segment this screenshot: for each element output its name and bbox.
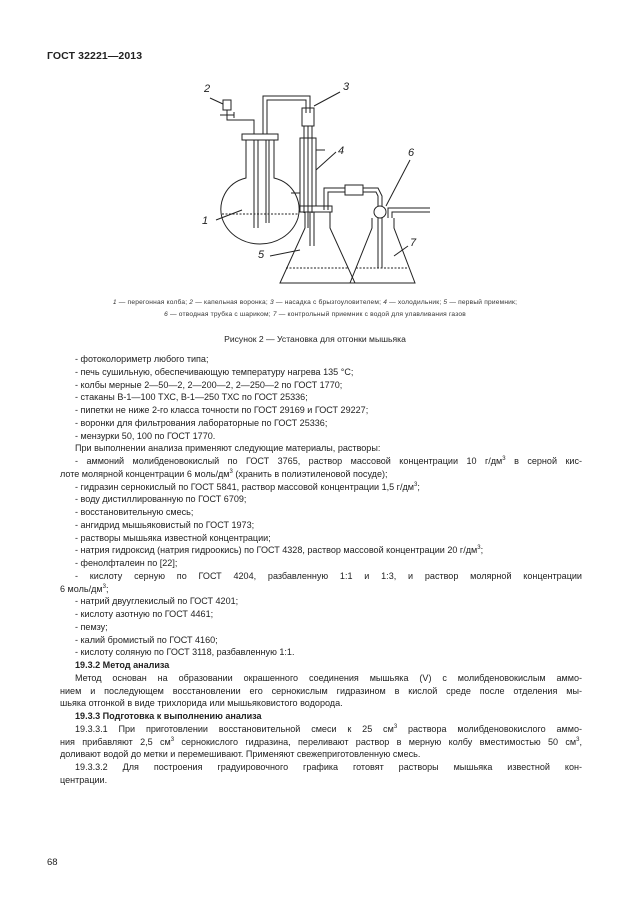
list-item: - колбы мерные 2—50—2, 2—200—2, 2—250—2 по ГОСТ 1770; — [75, 379, 343, 390]
legend-number: 4 — [383, 299, 388, 306]
text-run: в серной кис- — [505, 456, 582, 466]
list-item: - печь сушильную, обеспечивающую температуру нагрева 135 °С; — [75, 366, 354, 377]
list-item: - пипетки не ниже 2-го класса точности по ГОСТ 29169 и ГОСТ 29227; — [75, 405, 369, 415]
legend-text: — капельная воронка; — [193, 299, 270, 306]
list-item: - кислоту азотную по ГОСТ 4461; — [75, 609, 214, 619]
list-item: - ангидрид мышьяковистый по ГОСТ 1973; — [75, 519, 255, 530]
legend-number: 3 — [269, 299, 274, 306]
figure-title: Рисунок 2 — Установка для отгонки мышьяка — [224, 334, 406, 344]
legend-number: 1 — [112, 299, 117, 306]
list-item: - кислоту серную по ГОСТ 4204, разбавленную 1:1 и 1:3, и раствор молярной концентрации — [75, 570, 582, 581]
legend-number: 6 — [164, 310, 168, 318]
text-run: раствора молибденовокислого аммо- — [397, 723, 583, 734]
text-run: ; — [105, 583, 109, 594]
text-run: сернокислого гидразина, переливают раствор в мерную колбу вместимостью 50 см — [174, 736, 577, 747]
text-run: - гидразин сернокислый по ГОСТ 5841, раствор массовой концентрации 1,5 г/дм — [75, 481, 414, 492]
list-item — [60, 481, 582, 494]
paragraph-line: доливают водой до метки и перемешивают. Применяют свежеприготовленную смесь. — [60, 749, 421, 760]
paragraph: При выполнении анализа применяют следующие материалы, растворы: — [75, 443, 381, 454]
superscript: 3 — [229, 468, 233, 475]
text-run: ния прибавляют 2,5 см — [60, 736, 171, 747]
legend-number: 5 — [443, 299, 448, 306]
list-item: - фотоколориметр любого типа; — [75, 354, 209, 364]
text-run: ; — [480, 545, 484, 556]
list-item: - воронки для фильтрования лабораторные по ГОСТ 25336; — [75, 417, 328, 428]
list-item — [60, 455, 582, 468]
list-item: - стаканы В-1—100 ТХС, В-1—250 ТХС по ГОСТ 25336; — [75, 392, 308, 403]
splash-trap — [263, 96, 314, 134]
superscript: 3 — [576, 736, 580, 743]
text-run: лоте молярной концентрации 6 моль/дм — [60, 468, 230, 479]
document-header: ГОСТ 32221—2013 — [47, 50, 143, 62]
legend-text: — отводная трубка с шариком; — [167, 310, 273, 318]
figure-label-3: 3 — [343, 81, 350, 93]
legend-text: — холодильник; — [387, 299, 444, 306]
document-body — [60, 353, 582, 787]
text-run: , — [579, 736, 582, 747]
superscript: 3 — [393, 723, 398, 730]
legend-text: — перегонная колба; — [116, 299, 190, 306]
list-item: - воду дистиллированную по ГОСТ 6709; — [75, 494, 247, 505]
list-item-continuation — [60, 468, 582, 481]
legend-number: 7 — [272, 310, 277, 318]
figure-legend-line-1 — [40, 297, 590, 309]
list-item — [60, 544, 582, 557]
legend-number: 2 — [189, 299, 194, 306]
text-run: - натрия гидроксид (натрия гидроокись) по ГОСТ 4328, раствор массовой концентрации 20 г/дм — [75, 545, 478, 556]
text-run: - аммоний молибденовокислый по ГОСТ 3765, раствор массовой концентрации 10 г/дм — [75, 456, 503, 466]
text-run: (хранить в полиэтиленовой посуде); — [232, 468, 388, 479]
figure-label-1: 1 — [202, 215, 209, 227]
list-item: - восстановительную смесь; — [75, 507, 194, 517]
superscript: 3 — [413, 481, 418, 488]
legend-text: — первый приемник; — [447, 299, 518, 306]
list-item: - натрий двууглекислый по ГОСТ 4201; — [75, 596, 239, 607]
figure-label-4: 4 — [338, 145, 345, 157]
figure-legend-line-2 — [40, 309, 590, 321]
section-heading-1932: 19.3.2 Метод анализа — [75, 660, 170, 670]
first-receiver-flask — [280, 206, 355, 283]
list-item: - мензурки 50, 100 по ГОСТ 1770. — [75, 430, 216, 441]
superscript: 3 — [477, 545, 481, 552]
paragraph-line: шьяка отгонкой в виде трихлорида или мышьяковистого водорода. — [60, 698, 343, 709]
distillation-flask — [221, 134, 299, 244]
superscript: 3 — [102, 583, 106, 590]
text-run: 19.3.3.1 При приготовлении восстановительной смеси к 25 см — [75, 723, 394, 734]
superscript: 3 — [502, 456, 506, 462]
legend-text: — контрольный приемник с водой для улавливания газов — [276, 310, 466, 318]
paragraph-line: 19.3.3.2 Для построения градуировочного графика готовят растворы мышьяка известной кон- — [75, 762, 582, 772]
text-run: 6 моль/дм — [60, 583, 103, 594]
list-item: - пемзу; — [75, 621, 108, 632]
dropping-funnel — [220, 100, 254, 134]
figure-label-7: 7 — [410, 237, 417, 249]
outlet-tube-with-bulb — [324, 185, 386, 268]
control-receiver-flask — [350, 208, 430, 283]
list-item-continuation — [60, 583, 582, 596]
distillation-apparatus-diagram — [150, 78, 480, 288]
condenser — [291, 126, 325, 228]
page-number: 68 — [47, 857, 58, 868]
paragraph-line: Метод основан на образовании окрашенного соединения мышьяка (V) с молибденовокислым аммо- — [75, 672, 582, 683]
superscript: 3 — [170, 736, 175, 743]
list-item: - фенолфталеин по [22]; — [75, 558, 178, 568]
section-heading-1933: 19.3.3 Подготовка к выполнению анализа — [75, 711, 262, 721]
figure-legend — [40, 297, 590, 320]
paragraph-line — [60, 723, 582, 736]
text-run: ; — [417, 481, 420, 492]
list-item: - растворы мышьяка известной концентрации; — [75, 532, 271, 543]
paragraph-line: нием и последующем восстановлении его сернокислым гидразином в кислой среде после отделения мы- — [60, 685, 582, 696]
figure-label-2: 2 — [204, 83, 211, 95]
figure-label-5: 5 — [258, 249, 265, 261]
list-item: - кислоту соляную по ГОСТ 3118, разбавленную 1:1. — [75, 647, 295, 658]
paragraph-line: центрации. — [60, 774, 108, 785]
figure-label-6: 6 — [408, 147, 415, 159]
list-item: - калий бромистый по ГОСТ 4160; — [75, 634, 218, 645]
paragraph-line — [60, 736, 582, 749]
legend-text: — насадка с брызгоуловителем; — [273, 299, 384, 306]
